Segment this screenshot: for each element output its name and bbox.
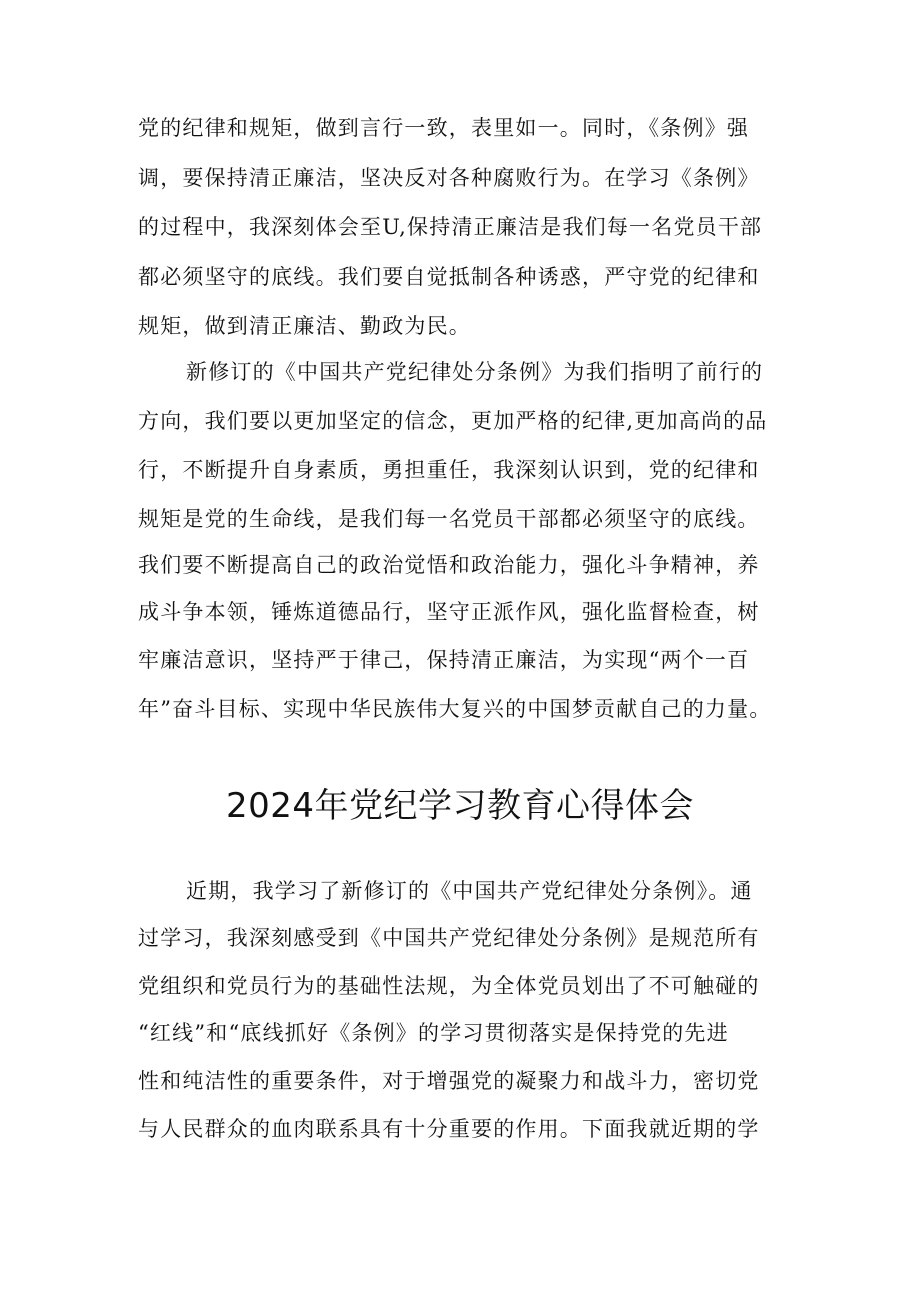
paragraph-line: 调，要保持清正廉洁，坚决反对各种腐败行为。在学习《条例》 — [138, 166, 760, 190]
paragraph-line: 行，不断提升自身素质，勇担重任，我深刻认识到，党的纪律和 — [138, 458, 760, 482]
paragraph-line: 成斗争本领，锤炼道德品行，坚守正派作风，强化监督检查，树 — [138, 600, 760, 624]
paragraph-line: 过学习，我深刻感受到《中国共产党纪律处分条例》是规范所有 — [138, 926, 760, 950]
paragraph-line: 规矩是党的生命线，是我们每一名党员干部都必须坚守的底线。 — [138, 507, 760, 531]
paragraph-line: 我们要不断提高自己的政治觉悟和政治能力，强化斗争精神，养 — [138, 553, 760, 577]
paragraph-line: 党组织和党员行为的基础性法规，为全体党员划出了不可触碰的 — [138, 974, 760, 998]
paragraph-line: 方向，我们要以更加坚定的信念，更加严格的纪律,更加高尚的品 — [138, 409, 768, 433]
paragraph-line: 的过程中，我深刻体会至U,保持清正廉洁是我们每一名党员干部 — [138, 215, 763, 239]
document-title: 2024年党纪学习教育心得体会 — [225, 786, 695, 826]
paragraph-line: 性和纯洁性的重要条件，对于增强党的凝聚力和战斗力，密切党 — [138, 1069, 760, 1093]
paragraph-line: 年”奋斗目标、实现中华民族伟大复兴的中国梦贡献自己的力量。 — [138, 697, 772, 721]
paragraph-line: 与人民群众的血肉联系具有十分重要的作用。下面我就近期的学 — [138, 1117, 760, 1141]
paragraph-line: 近期，我学习了新修订的《中国共产党纪律处分条例》。通 — [186, 879, 753, 903]
paragraph-line: 牢廉洁意识，坚持严于律己，保持清正廉洁，为实现“两个一百 — [138, 648, 750, 672]
paragraph-line: 都必须坚守的底线。我们要自觉抵制各种诱惑，严守党的纪律和 — [138, 265, 760, 289]
paragraph-line: 新修订的《中国共产党纪律处分条例》为我们指明了前行的 — [186, 360, 764, 384]
paragraph-line: 规矩，做到清正廉洁、勤政为民。 — [138, 314, 471, 338]
paragraph-line: “红线”和“底线抓好《条例》的学习贯彻落实是保持党的先进 — [138, 1021, 729, 1045]
paragraph-line: 党的纪律和规矩，做到言行一致，表里如一。同时，《条例》强 — [138, 116, 750, 140]
